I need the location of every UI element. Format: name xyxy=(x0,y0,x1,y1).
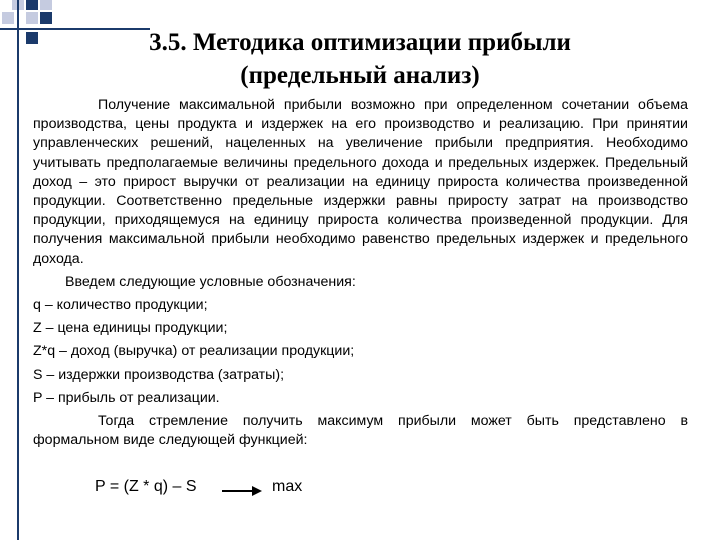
definition-z: Z – цена единицы продукции; xyxy=(33,320,228,337)
vertical-rule xyxy=(17,0,19,540)
arrow-right-icon xyxy=(222,482,262,498)
definition-p: P – прибыль от реализации. xyxy=(33,389,220,406)
definition-q: q – количество продукции; xyxy=(33,297,208,314)
body-text xyxy=(33,96,688,450)
deco-square xyxy=(40,0,52,10)
deco-square xyxy=(2,12,14,24)
notation-intro: Введем следующие условные обозначения: xyxy=(65,273,356,290)
deco-square xyxy=(26,12,38,24)
formula-expression: P = (Z * q) – S xyxy=(95,478,197,495)
definition-s: S – издержки производства (затраты); xyxy=(33,366,285,383)
deco-square xyxy=(40,12,52,24)
deco-square xyxy=(26,32,38,44)
formula-target: max xyxy=(272,478,303,495)
title-line-2: (предельный анализ) xyxy=(240,62,480,89)
paragraph-2: Тогда стремление получить максимум прибыли может быть представлено в формальном виде следующей функцией: xyxy=(33,413,688,449)
paragraph-1: Получение максимальной прибыли возможно при определенном сочетании объема производства, цены продукта и издержек на его производство и реализацию. При принятии управленческих решений, нацеленных на увеличение прибыли предприятия. Необходимо учитывать предполагаемые величины предельного дохода и предельных издержек. Предельный доход – это прирост выручки от реализации на единицу прироста количества произведенной продукции. Соответственно предельные издержки равны приросту затрат на производство продукции, приходящемуся на единицу прироста количества произведенной продукции. Для получения максимальной прибыли необходимо равенство предельных издержек и предельного дохода. xyxy=(33,97,688,267)
deco-square xyxy=(26,0,38,10)
title-line-1: 3.5. Методика оптимизации прибыли xyxy=(149,29,571,56)
definition-zq: Z*q – доход (выручка) от реализации продукции; xyxy=(33,343,355,360)
page-title xyxy=(70,26,650,92)
